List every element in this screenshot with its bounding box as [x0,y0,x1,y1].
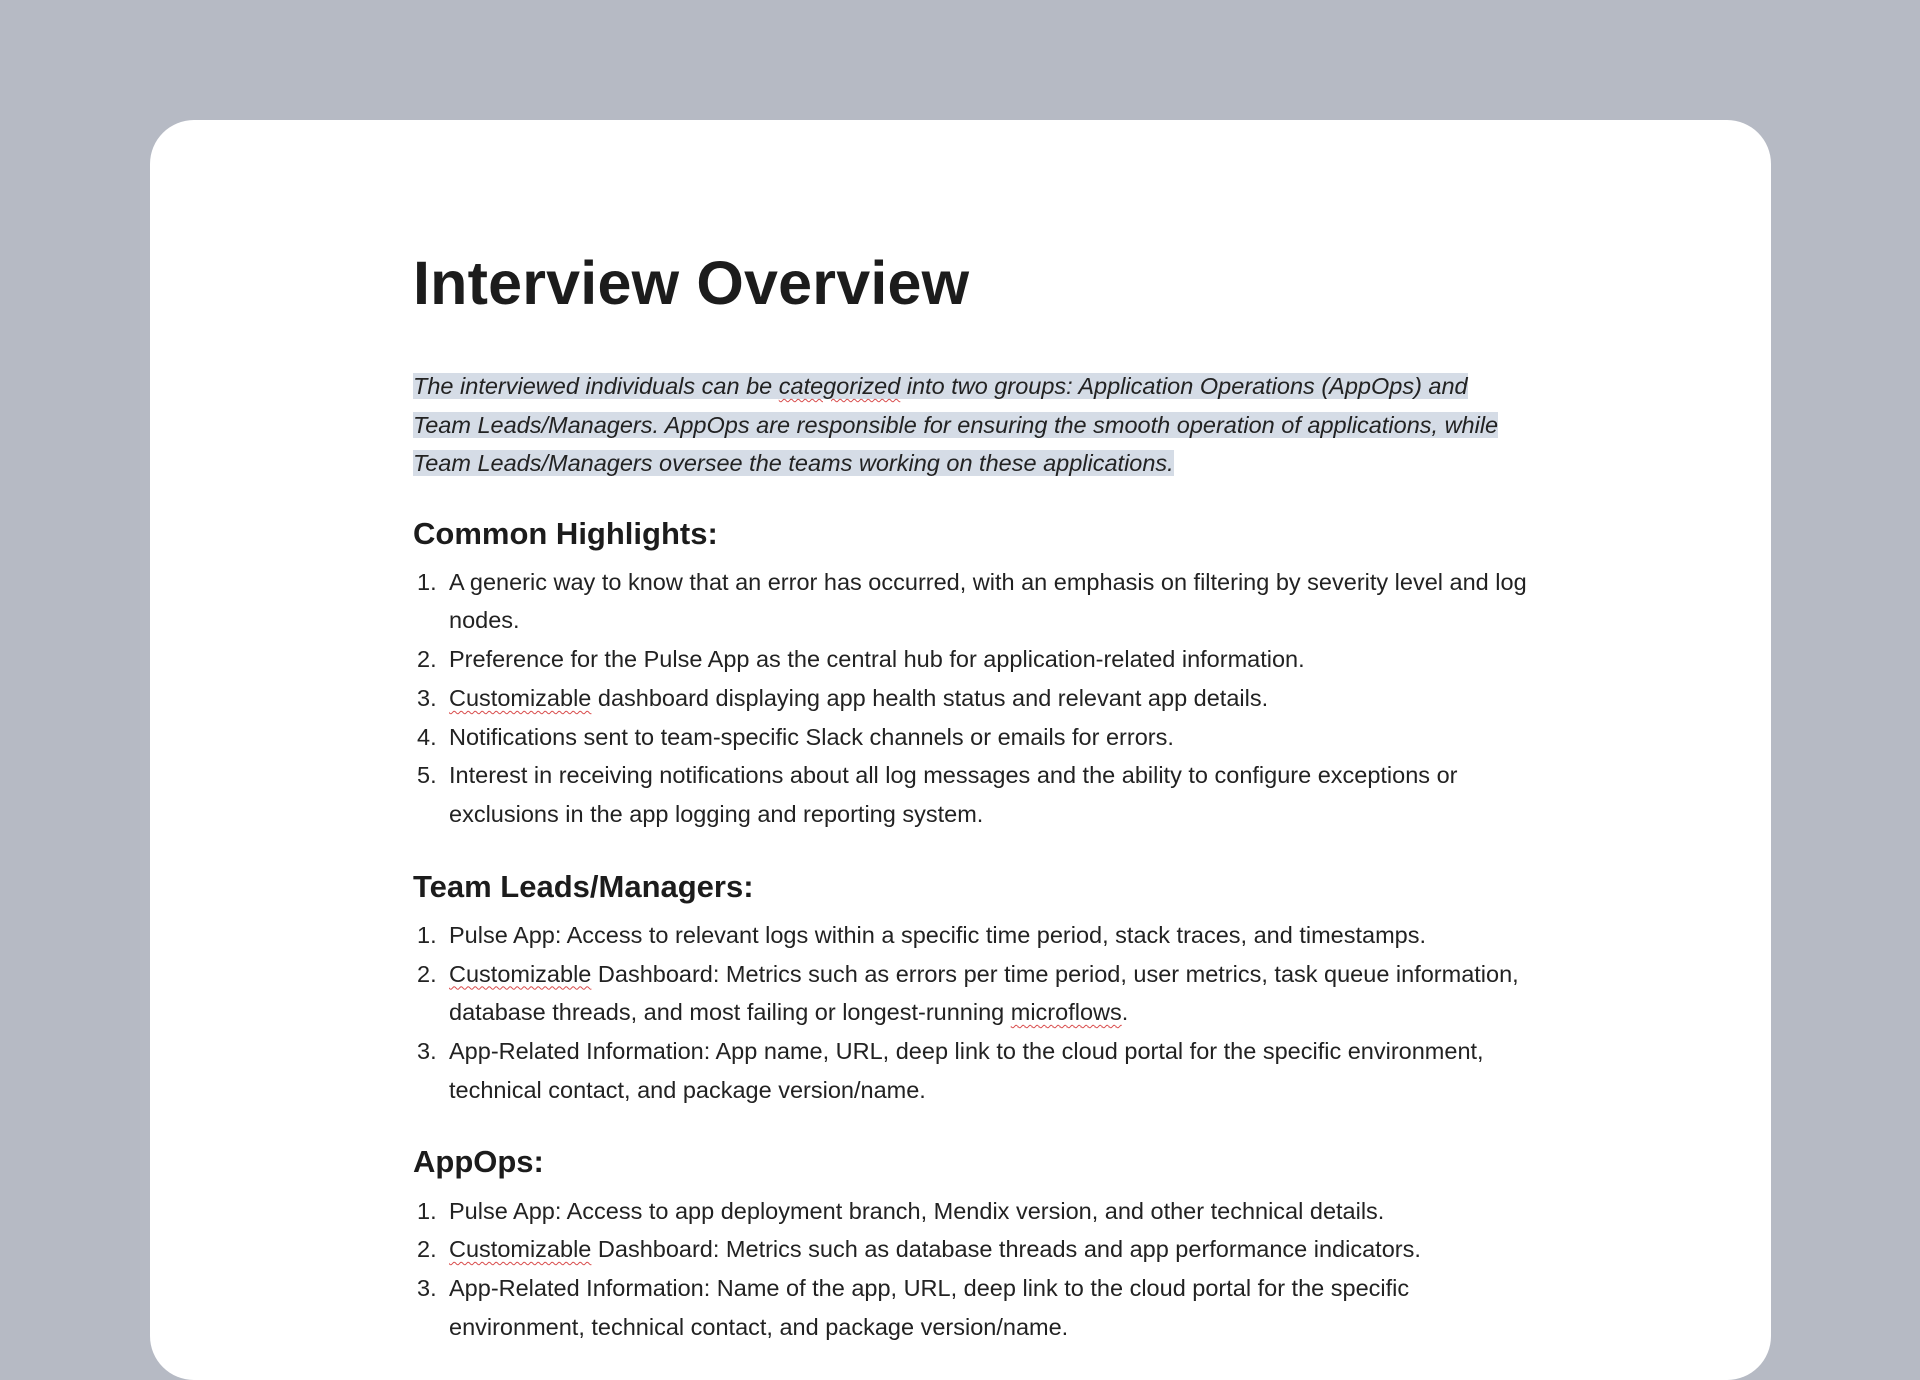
section-heading-common-highlights: Common Highlights: [413,515,718,551]
list-item-text: App-Related Information: App name, URL, deep link to the cloud portal for the specific environment, technical contact, and package version/name. [449,1037,1484,1103]
list-item-text: Dashboard: Metrics such as errors per time period, user metrics, task queue information, database threads, and most failing or longest-running [449,960,1519,1026]
list-number: 4. [417,723,437,750]
list-number: 5. [417,762,437,789]
list-item [413,640,1531,679]
intro-text-part2: into two groups: Application Operations (AppOps) and Team Leads/Managers. AppOps are responsible for ensuring the smooth operation of applications, while Team Leads/Managers oversee the teams working on these applications. [413,373,1499,476]
intro-text-part1: The interviewed individuals can be [413,373,779,399]
list-item [413,1230,1531,1269]
list-item-text: A generic way to know that an error has occurred, with an emphasis on filtering by severity level and log nodes. [449,568,1527,634]
list-number: 1. [417,1197,437,1224]
list-item-text: Preference for the Pulse App as the central hub for application-related information. [449,646,1305,673]
list-item [413,679,1531,718]
document-page [150,120,1771,1380]
selection-highlight [413,373,1498,476]
list-item-text: Interest in receiving notifications about all log messages and the ability to configure exceptions or exclusions in the app logging and reporting system. [449,762,1458,827]
misspelled-word[interactable]: Customizable [449,960,592,987]
list-item [413,718,1531,757]
list-number: 2. [417,1236,437,1263]
list-number: 1. [417,568,437,595]
misspelled-word[interactable]: Customizable [449,1236,592,1263]
intro-paragraph[interactable] [413,367,1531,483]
list-item-text: . [1121,999,1129,1026]
list-item [413,1269,1531,1346]
list-item-text: dashboard displaying app health status and relevant app details. [591,684,1269,711]
list-number: 3. [417,1037,437,1064]
section-heading-team-leads: Team Leads/Managers: [413,868,754,904]
list-number: 2. [417,646,437,673]
list-item [413,563,1531,640]
list-item [413,756,1531,833]
list-item [413,1032,1531,1109]
list-item-text: Notifications sent to team-specific Slack channels or emails for errors. [449,723,1174,750]
list-item-text: Pulse App: Access to app deployment branch, Mendix version, and other technical details. [449,1197,1385,1224]
list-number: 1. [417,921,437,948]
list-item-text: App-Related Information: Name of the app, URL, deep link to the cloud portal for the specific environment, technical contact, and package version/name. [449,1274,1410,1340]
list-number: 2. [417,960,437,987]
appops-list [413,1192,1531,1347]
list-item-text: Dashboard: Metrics such as database threads and app performance indicators. [591,1236,1421,1263]
common-highlights-list [413,563,1531,834]
section-heading-appops: AppOps: [413,1144,544,1180]
misspelled-word[interactable]: microflows [1010,999,1122,1026]
list-item [413,916,1531,955]
misspelled-word[interactable]: Customizable [449,684,592,711]
misspelled-word[interactable]: categorized [778,373,901,399]
list-number: 3. [417,684,437,711]
list-item [413,1192,1531,1231]
list-item-text: Pulse App: Access to relevant logs within a specific time period, stack traces, and timestamps. [449,921,1427,948]
list-item [413,955,1531,1032]
list-number: 3. [417,1274,437,1301]
team-leads-list [413,916,1531,1110]
page-title: Interview Overview [413,249,970,317]
